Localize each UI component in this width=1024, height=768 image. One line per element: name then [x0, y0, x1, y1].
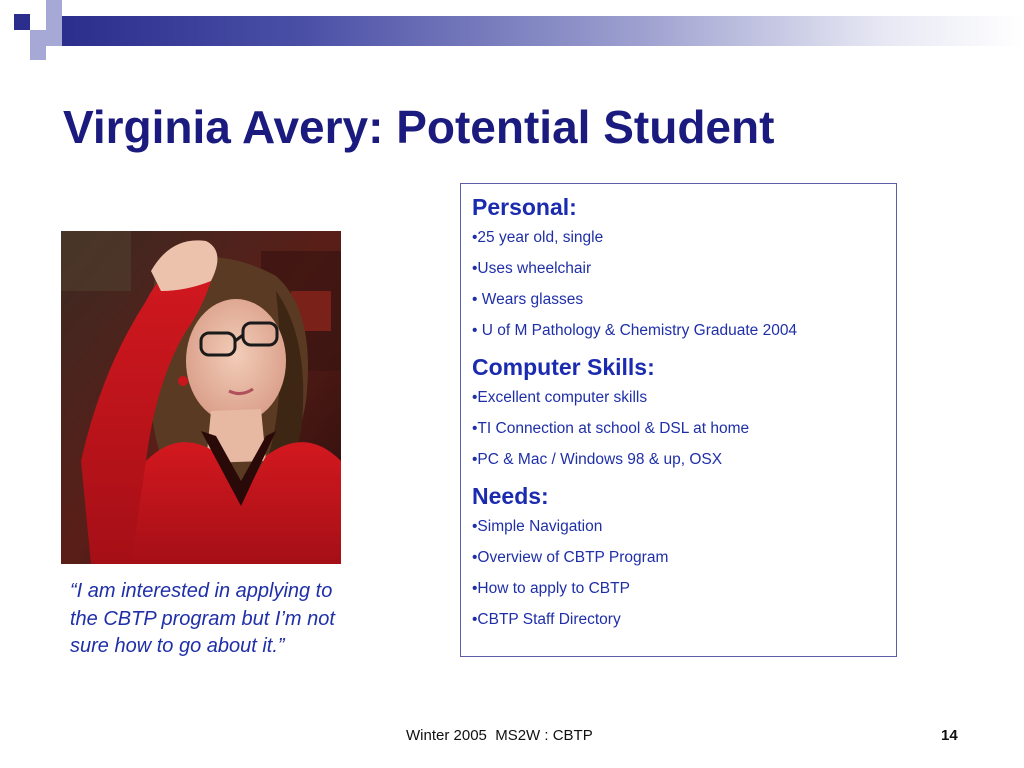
- list-item: •PC & Mac / Windows 98 & up, OSX: [472, 451, 723, 468]
- header-square-2: [30, 14, 46, 30]
- page-number: 14: [941, 727, 958, 744]
- header-gradient-bar: [62, 16, 1024, 46]
- list-item: • Wears glasses: [472, 291, 584, 308]
- list-item: •TI Connection at school & DSL at home: [472, 420, 750, 437]
- slide-title: Virginia Avery: Potential Student: [63, 101, 775, 153]
- list-item: •Uses wheelchair: [472, 260, 592, 277]
- list-item: • U of M Pathology & Chemistry Graduate 2004: [472, 322, 798, 339]
- section-heading-computer-skills: Computer Skills:: [472, 354, 655, 380]
- header-square-8: [30, 46, 46, 60]
- header-square-5: [30, 30, 46, 46]
- profile-info-box: [460, 183, 897, 657]
- header-square-4: [46, 16, 62, 46]
- header-square-1: [14, 14, 30, 30]
- header-square-3: [46, 0, 62, 16]
- section-heading-needs: Needs:: [472, 483, 549, 509]
- student-quote: “I am interested in applying to the CBTP program but I’m not sure how to go about it.”: [70, 580, 335, 657]
- header-square-7: [14, 30, 30, 46]
- section-heading-personal: Personal:: [472, 194, 577, 220]
- list-item: •25 year old, single: [472, 229, 604, 246]
- list-item: •Excellent computer skills: [472, 389, 648, 406]
- list-item: •Simple Navigation: [472, 518, 603, 535]
- list-item: •Overview of CBTP Program: [472, 549, 669, 566]
- list-item: •How to apply to CBTP: [472, 580, 630, 597]
- footer-text: Winter 2005 MS2W : CBTP: [406, 727, 593, 744]
- list-item: •CBTP Staff Directory: [472, 611, 621, 628]
- student-photo: [61, 231, 341, 564]
